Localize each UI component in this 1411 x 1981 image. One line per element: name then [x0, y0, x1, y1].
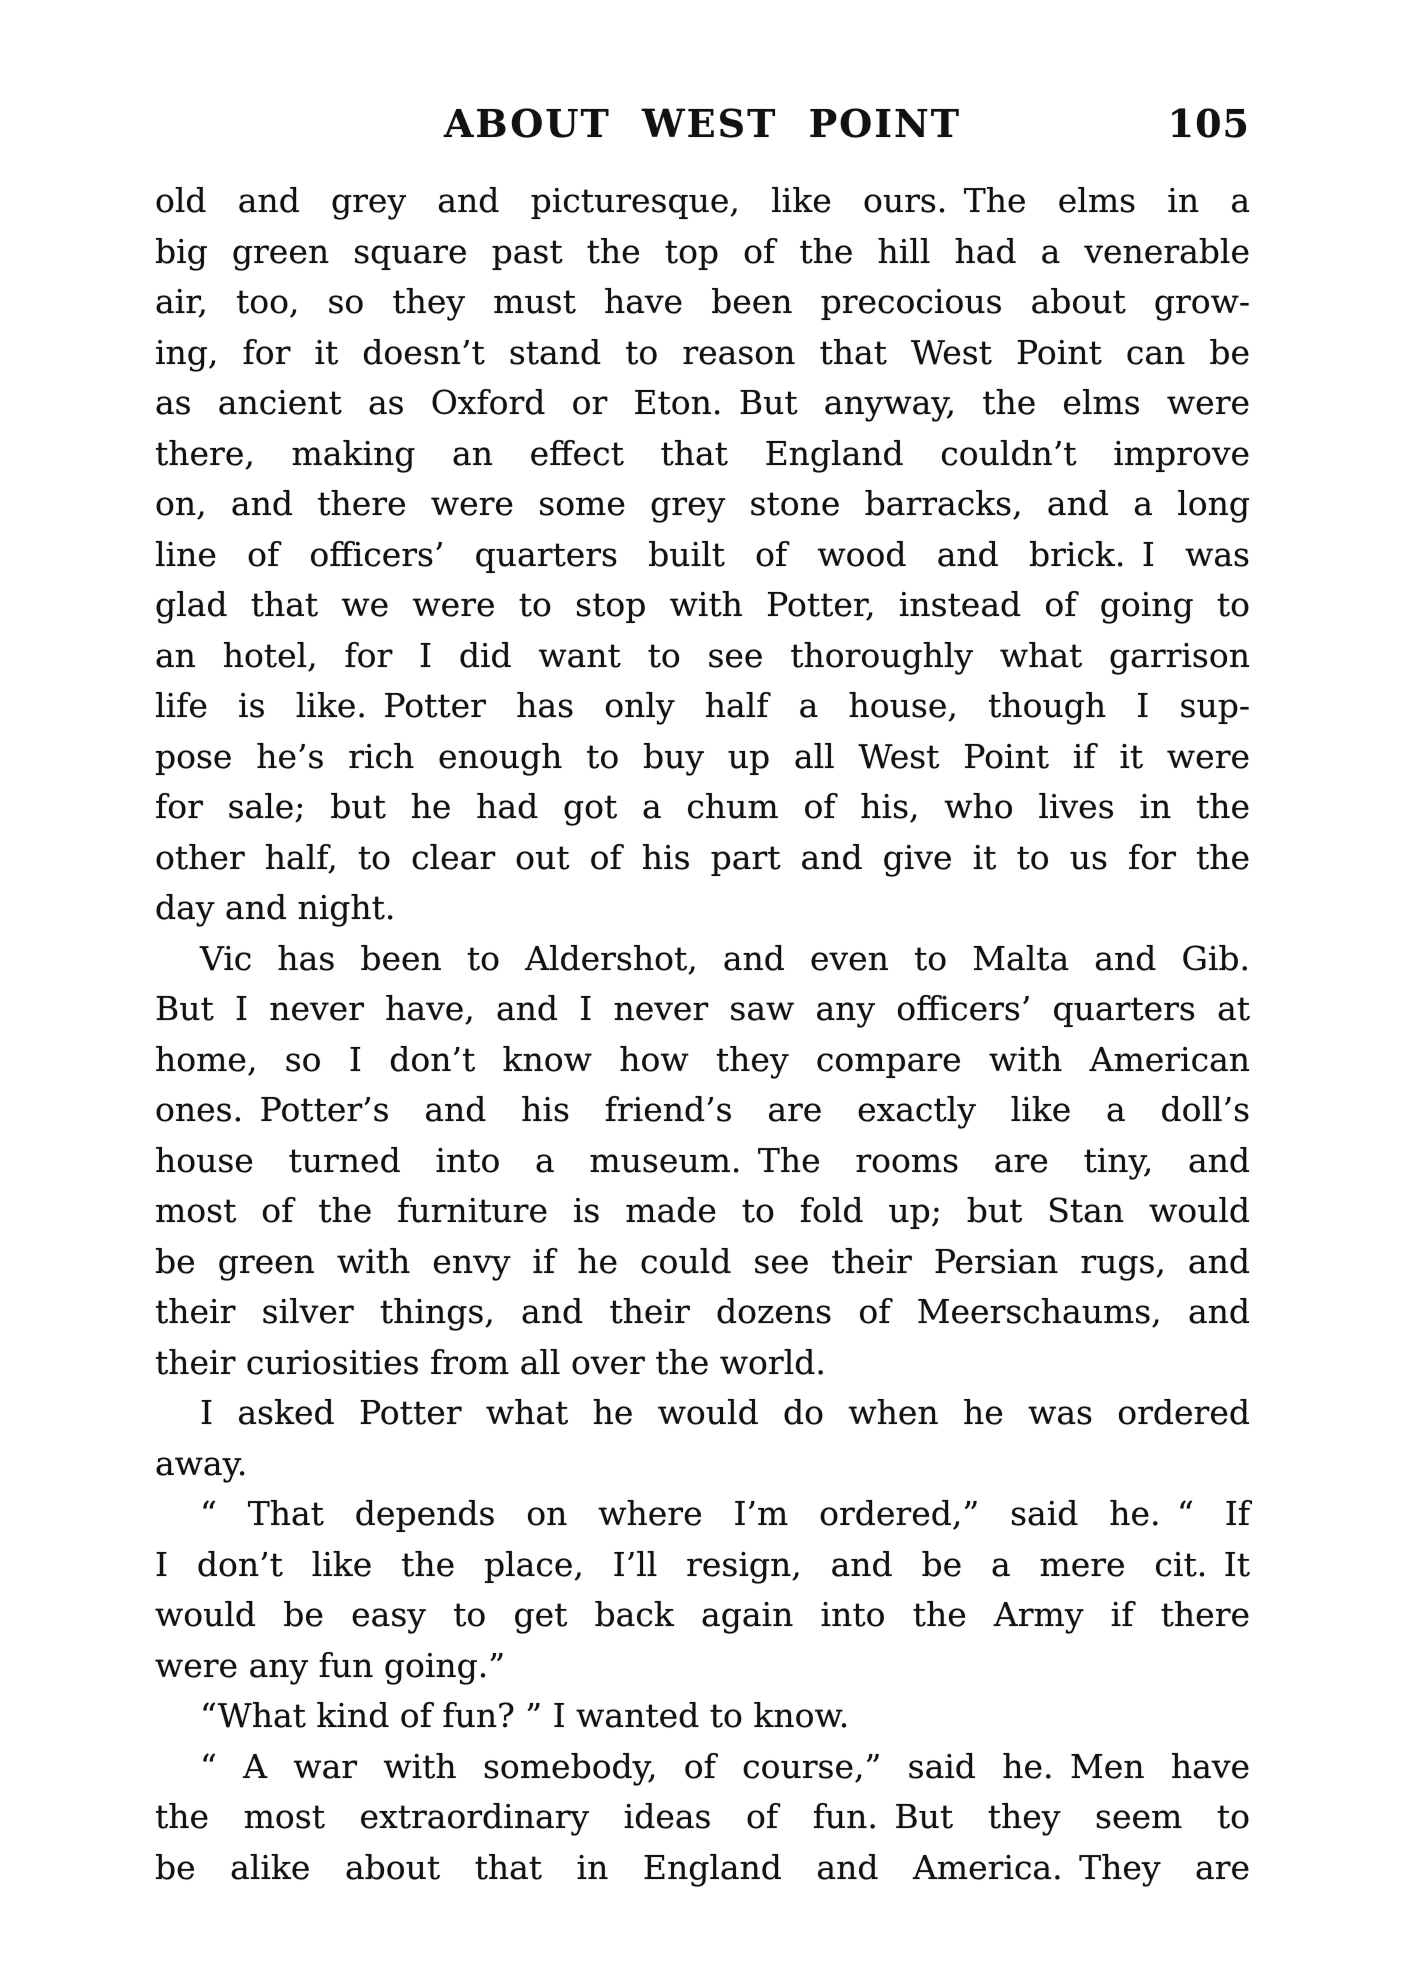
text-line: their curiosities from all over the world.	[155, 1342, 826, 1382]
text-line: were any fun going.”	[155, 1645, 506, 1685]
text-line: their silver things, and their dozens of Meerschaums, and	[155, 1292, 1250, 1331]
text-line: ing, for it doesn’t stand to reason that West Point can be	[155, 332, 1250, 372]
page-header	[155, 100, 1250, 148]
text-line: old and grey and picturesque, like ours. The elms in a	[155, 181, 1250, 220]
text-line: ones. Potter’s and his friend’s are exactly like a doll’s	[155, 1090, 1250, 1129]
text-line: I asked Potter what he would do when he was ordered	[200, 1393, 1250, 1432]
text-line: the most extraordinary ideas of fun. But they seem to	[155, 1797, 1250, 1836]
text-line: day and night.	[155, 888, 396, 927]
text-line: would be easy to get back again into the Army if there	[155, 1595, 1250, 1634]
text-line: I don’t like the place, I’ll resign, and be a mere cit. It	[155, 1544, 1250, 1584]
text-line: Vic has been to Aldershot, and even to Malta and Gib.	[200, 938, 1250, 978]
text-line: air, too, so they must have been precocious about grow-	[155, 282, 1250, 321]
text-line: home, so I don’t know how they compare with American	[155, 1039, 1250, 1079]
text-line: house turned into a museum. The rooms are tiny, and	[155, 1140, 1250, 1180]
text-line: glad that we were to stop with Potter, instead of going to	[155, 585, 1250, 624]
text-line: be green with envy if he could see their Persian rugs, and	[155, 1241, 1250, 1281]
text-line: most of the furniture is made to fold up; but Stan would	[155, 1191, 1250, 1230]
text-line: pose he’s rich enough to buy up all West Point if it were	[155, 736, 1250, 776]
text-line: “What kind of fun? ” I wanted to know.	[200, 1696, 850, 1735]
page-number: 105	[1167, 101, 1250, 146]
text-line: line of officers’ quarters built of wood and brick. I was	[155, 534, 1250, 574]
text-line: there, making an effect that England couldn’t improve	[155, 433, 1250, 473]
text-line: as ancient as Oxford or Eton. But anyway, the elms were	[155, 383, 1250, 422]
running-title: ABOUT WEST POINT	[443, 101, 962, 146]
text-line: other half, to clear out of his part and give it to us for the	[155, 837, 1250, 877]
text-line: an hotel, for I did want to see thoroughly what garrison	[155, 635, 1250, 675]
text-line: “ A war with somebody, of course,” said he. Men have	[200, 1746, 1250, 1786]
text-line: “ That depends on where I’m ordered,” said he. “ If	[200, 1494, 1250, 1533]
text-line: But I never have, and I never saw any officers’ quarters at	[155, 989, 1250, 1028]
text-line: big green square past the top of the hill had a venerable	[155, 231, 1250, 271]
body-text	[155, 176, 1250, 1893]
text-line: be alike about that in England and America. They are	[155, 1847, 1250, 1887]
text-line: on, and there were some grey stone barracks, and a long	[155, 484, 1250, 523]
text-line: away.	[155, 1443, 248, 1483]
text-line: for sale; but he had got a chum of his, who lives in the	[155, 787, 1250, 826]
text-line: life is like. Potter has only half a house, though I sup-	[155, 686, 1250, 725]
